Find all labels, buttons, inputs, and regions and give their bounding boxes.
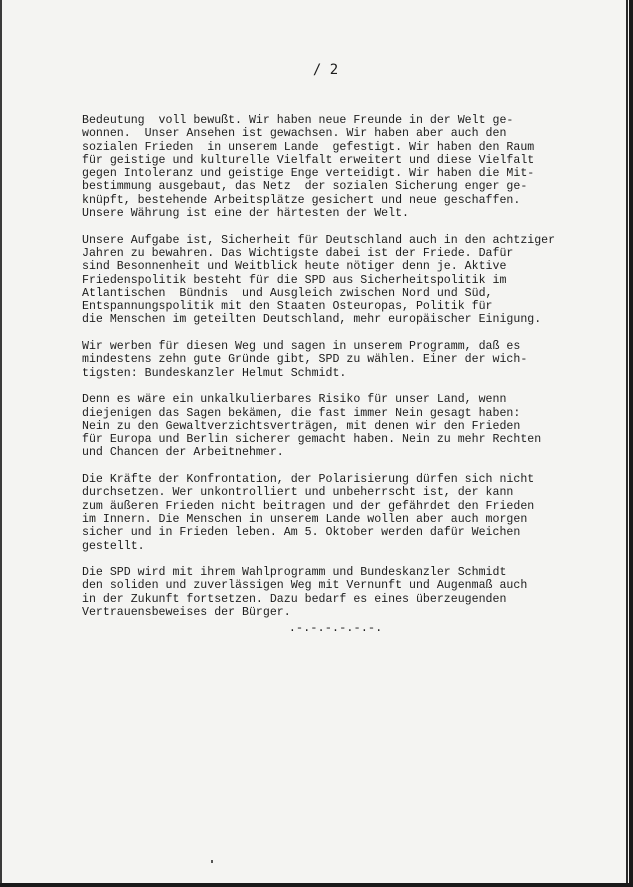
text-line: diejenigen das Sagen bekämen, die fast immer Nein gesagt haben: [82,406,521,420]
scan-speck [211,860,213,863]
text-line: Entspannungspolitik mit den Staaten Osteuropas, Politik für [82,300,493,314]
document-body [82,114,597,633]
text-line: Denn es wäre ein unkalkulierbares Risiko für unser Land, wenn [82,393,507,407]
text-line: Unsere Aufgabe ist, Sicherheit für Deutschland auch in den achtziger [82,233,556,247]
text-line: Atlantischen Bündnis und Ausgleich zwischen Nord und Süd, [82,286,493,300]
text-line: Wir werben für diesen Weg und sagen in unserem Programm, daß es [82,340,521,354]
text-line: Jahren zu bewahren. Das Wichtigste dabei ist der Friede. Dafür [82,246,514,260]
paragraph-1 [82,114,597,220]
text-line: sozialen Frieden in unserem Lande gefestigt. Wir haben den Raum [82,140,535,154]
text-line: den soliden und zuverlässigen Weg mit Vernunft und Augenmaß auch [82,579,528,593]
text-line: sind Besonnenheit und Weitblick heute nötiger denn je. Aktive [82,260,507,274]
scan-edge-right [629,0,633,887]
scan-edge-right-inner [626,0,628,887]
text-line: tigsten: Bundeskanzler Helmut Schmidt. [82,366,347,380]
paragraph-2 [82,234,597,327]
text-line: in der Zukunft fortsetzen. Dazu bedarf es eines überzeugenden [82,592,507,606]
paragraph-6 [82,566,597,619]
scan-edge-bottom [0,883,633,887]
text-line: für Europa und Berlin sicherer gemacht haben. Nein zu mehr Rechten [82,433,542,447]
text-line: durchsetzen. Wer unkontrolliert und unbeherrscht ist, der kann [82,486,514,500]
text-line: mindestens zehn gute Gründe gibt, SPD zu wählen. Einer der wich- [82,353,528,367]
paragraph-4 [82,393,597,459]
text-line: bestimmung ausgebaut, das Netz der sozialen Sicherung enger ge- [82,180,528,194]
text-line: wonnen. Unser Ansehen ist gewachsen. Wir haben aber auch den [82,127,507,141]
text-line: knüpft, bestehende Arbeitsplätze gesichert und neue geschaffen. [82,193,521,207]
text-line: gestellt. [82,539,145,553]
page-number: / 2 [312,62,339,78]
text-line: Bedeutung voll bewußt. Wir haben neue Freunde in der Welt ge- [82,114,514,127]
text-line: Nein zu den Gewaltverzichtsverträgen, mit denen wir den Frieden [82,419,521,433]
text-line: für geistige und kulturelle Vielfalt erweitert und diese Vielfalt [82,153,535,167]
paragraph-5 [82,473,597,553]
text-line: Friedenspolitik besteht für die SPD aus Sicherheitspolitik im [82,273,507,287]
text-line: Die SPD wird mit ihrem Wahlprogramm und Bundeskanzler Schmidt [82,566,507,580]
text-line: im Innern. Die Menschen in unserem Lande wollen aber auch morgen [82,512,528,526]
text-line: Unsere Währung ist eine der härtesten der Welt. [82,207,409,221]
text-line: und Chancen der Arbeitnehmer. [82,446,284,460]
text-line: die Menschen im geteilten Deutschland, mehr europäischer Einigung. [82,313,542,327]
text-line: Die Kräfte der Konfrontation, der Polarisierung dürfen sich nicht [82,473,535,487]
text-line: gegen Intoleranz und geistige Enge verteidigt. Wir haben die Mit- [82,167,535,181]
end-mark: .-.-.-.-.-.-. [288,621,383,635]
text-line: Vertrauensbeweises der Bürger. [82,605,291,619]
scan-edge-left [0,0,2,887]
text-line: sicher und in Frieden leben. Am 5. Oktober werden dafür Weichen [82,526,521,540]
text-line: zum äußeren Frieden nicht beitragen und der gefährdet den Frieden [82,499,535,513]
paragraph-3 [82,340,597,380]
